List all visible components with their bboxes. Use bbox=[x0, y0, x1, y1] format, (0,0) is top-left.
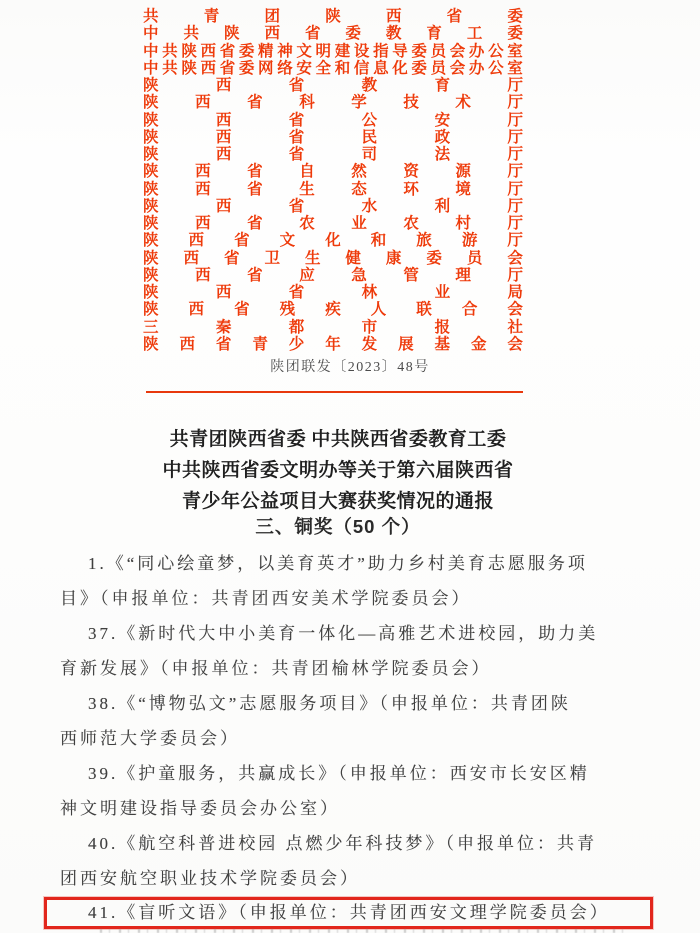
letterhead-char: 委 bbox=[426, 249, 442, 267]
letterhead-char: 残 bbox=[279, 301, 296, 319]
letterhead-char: 和 bbox=[334, 59, 351, 77]
letterhead-char: 公 bbox=[488, 59, 504, 77]
letterhead-char: 厅 bbox=[507, 197, 523, 215]
letterhead-org bbox=[143, 25, 523, 42]
letterhead-char: 化 bbox=[392, 59, 408, 77]
letterhead-org bbox=[143, 112, 523, 129]
letterhead-char: 陕 bbox=[143, 163, 159, 181]
letterhead-org bbox=[143, 60, 523, 77]
letterhead-char: 合 bbox=[461, 301, 478, 319]
letterhead-char: 陕 bbox=[143, 180, 159, 198]
letterhead-char: 息 bbox=[373, 59, 389, 77]
letterhead-org bbox=[143, 43, 523, 60]
letterhead-org bbox=[143, 129, 523, 146]
letterhead-char: 厅 bbox=[507, 215, 523, 232]
letterhead-char: 厅 bbox=[507, 111, 523, 129]
doc-title-line-3: 青少年公益项目大赛获奖情况的通报 bbox=[181, 491, 494, 512]
letterhead-char: 然 bbox=[351, 163, 367, 181]
letterhead-org bbox=[143, 284, 523, 301]
letterhead-char: 科 bbox=[299, 94, 315, 112]
letterhead-char: 西 bbox=[195, 163, 211, 181]
doc-title-line-2: 中共陕西省委文明办等关于第六届陕西省 bbox=[162, 460, 514, 481]
doc-title bbox=[0, 424, 676, 517]
letterhead-char: 旅 bbox=[416, 232, 432, 250]
letterhead-char: 金 bbox=[470, 335, 487, 353]
letterhead-char: 西 bbox=[385, 8, 402, 25]
letterhead-char: 文 bbox=[279, 232, 296, 250]
letterhead-char: 共 bbox=[162, 42, 178, 60]
letterhead-char: 中 bbox=[143, 59, 159, 77]
letterhead-char: 安 bbox=[296, 59, 312, 77]
award-item bbox=[60, 686, 607, 756]
letterhead-char: 生 bbox=[304, 249, 321, 267]
letterhead-org bbox=[143, 250, 523, 267]
letterhead-char: 技 bbox=[403, 94, 419, 112]
letterhead-char: 厅 bbox=[507, 232, 523, 250]
letterhead-char: 展 bbox=[398, 335, 414, 353]
letterhead-char: 神 bbox=[277, 42, 293, 60]
letterhead-char: 省 bbox=[288, 146, 305, 163]
letterhead-char: 化 bbox=[325, 232, 341, 250]
letterhead-char: 陕 bbox=[325, 8, 341, 25]
letterhead-char: 教 bbox=[385, 25, 402, 43]
letterhead-char: 省 bbox=[247, 215, 263, 232]
letterhead-char: 西 bbox=[215, 77, 232, 94]
letterhead-org bbox=[143, 319, 523, 336]
letterhead-char: 共 bbox=[183, 25, 199, 43]
letterhead-char: 省 bbox=[288, 77, 305, 94]
letterhead-org bbox=[143, 163, 523, 180]
letterhead-char: 学 bbox=[351, 94, 367, 112]
letterhead-char: 利 bbox=[434, 197, 451, 215]
letterhead-char: 西 bbox=[188, 301, 205, 319]
letterhead-char: 游 bbox=[461, 232, 478, 250]
letterhead-org bbox=[143, 215, 523, 232]
letterhead-char: 员 bbox=[430, 42, 447, 60]
letterhead-char: 西 bbox=[215, 284, 232, 301]
letterhead-char: 应 bbox=[299, 266, 315, 284]
award-item-line: 38.《“博物弘文”志愿服务项目》（申报单位：共青团陕 bbox=[88, 694, 571, 713]
section-heading-bronze-awards: 三、铜奖（50 个） bbox=[255, 516, 421, 537]
letterhead-char: 三 bbox=[143, 318, 159, 336]
letterhead-char: 西 bbox=[215, 128, 232, 146]
letterhead-char: 省 bbox=[234, 232, 250, 250]
letterhead-char: 导 bbox=[392, 42, 408, 60]
letterhead-char: 委 bbox=[411, 59, 427, 77]
letterhead-char: 局 bbox=[507, 284, 523, 301]
letterhead-char: 青 bbox=[252, 335, 268, 353]
letterhead-char: 资 bbox=[403, 163, 419, 181]
letterhead-char: 西 bbox=[195, 266, 211, 284]
letterhead-char: 委 bbox=[238, 42, 255, 60]
letterhead-char: 室 bbox=[507, 42, 523, 60]
letterhead-char: 厅 bbox=[507, 128, 523, 146]
letterhead-char: 陕 bbox=[143, 94, 159, 112]
letterhead-char: 西 bbox=[200, 59, 217, 77]
letterhead-char: 公 bbox=[361, 111, 378, 129]
letterhead-char: 省 bbox=[215, 335, 232, 353]
letterhead-char: 西 bbox=[195, 94, 211, 112]
letterhead-char: 员 bbox=[430, 59, 447, 77]
award-item-line: 1.《“同心绘童梦，以美育英才”助力乡村美育志愿服务项 bbox=[88, 554, 588, 573]
letterhead-char: 信 bbox=[353, 59, 370, 77]
letterhead-char: 陕 bbox=[143, 77, 159, 94]
letterhead-char: 共 bbox=[162, 59, 178, 77]
letterhead-char: 业 bbox=[434, 284, 451, 301]
letterhead-char: 陕 bbox=[143, 215, 159, 232]
letterhead-char: 西 bbox=[195, 180, 211, 198]
letterhead-char: 网 bbox=[258, 59, 274, 77]
letterhead-char: 态 bbox=[351, 180, 367, 198]
letterhead-org bbox=[143, 8, 523, 25]
award-item-line: 团西安航空职业技术学院委员会） bbox=[60, 869, 360, 888]
letterhead-char: 安 bbox=[434, 111, 451, 129]
doc-title-line-1: 共青团陕西省委 中共陕西省委教育工委 bbox=[169, 429, 507, 450]
letterhead-char: 省 bbox=[247, 94, 263, 112]
doc-number: 陕团联发〔2023〕48号 bbox=[270, 360, 430, 375]
letterhead-char: 办 bbox=[468, 59, 485, 77]
letterhead-char: 疾 bbox=[325, 301, 341, 319]
letterhead-char: 和 bbox=[370, 232, 387, 250]
award-item bbox=[60, 826, 607, 896]
letterhead-char: 都 bbox=[288, 318, 305, 336]
award-item-line: 神文明建设指导委员会办公室） bbox=[60, 799, 340, 818]
letterhead-char: 陕 bbox=[143, 232, 159, 250]
letterhead-char: 陕 bbox=[143, 111, 159, 129]
letterhead-char: 管 bbox=[403, 266, 419, 284]
letterhead-char: 会 bbox=[507, 249, 523, 267]
award-item-line: 39.《护童服务，共赢成长》（申报单位：西安市长安区精 bbox=[88, 764, 590, 783]
letterhead-char: 陕 bbox=[143, 335, 159, 353]
letterhead-char: 卫 bbox=[264, 249, 280, 267]
letterhead-char: 社 bbox=[507, 318, 523, 336]
letterhead-char: 省 bbox=[288, 197, 305, 215]
letterhead-char: 源 bbox=[455, 163, 471, 181]
letterhead-char: 工 bbox=[466, 25, 483, 43]
letterhead-char: 政 bbox=[434, 128, 451, 146]
letterhead-char: 秦 bbox=[215, 318, 232, 336]
letterhead-char: 农 bbox=[299, 215, 315, 232]
letterhead-org bbox=[143, 198, 523, 215]
award-item-line: 41.《盲听文语》（申报单位：共青团西安文理学院委员会） bbox=[88, 903, 610, 922]
letterhead-char: 陕 bbox=[223, 25, 240, 43]
letterhead-char: 陕 bbox=[143, 284, 159, 301]
letterhead-org bbox=[143, 301, 523, 318]
letterhead-char: 会 bbox=[507, 301, 523, 319]
letterhead-char: 委 bbox=[507, 25, 523, 43]
award-item-line: 育新发展》（申报单位：共青团榆林学院委员会） bbox=[60, 659, 492, 678]
award-item-highlighted bbox=[44, 897, 653, 929]
letterhead-char: 明 bbox=[315, 42, 332, 60]
letterhead-org bbox=[143, 146, 523, 163]
letterhead-org bbox=[143, 336, 523, 353]
letterhead-char: 农 bbox=[403, 215, 419, 232]
letterhead-org bbox=[143, 94, 523, 111]
letterhead-char: 设 bbox=[353, 42, 370, 60]
award-item-line: 37.《新时代大中小美育一体化—高雅艺术进校园，助力美 bbox=[88, 624, 599, 643]
letterhead-char: 省 bbox=[288, 284, 305, 301]
letterhead-char: 西 bbox=[215, 146, 232, 163]
letterhead-char: 省 bbox=[219, 42, 236, 60]
letterhead-char: 陕 bbox=[143, 146, 159, 163]
cutoff-next-line bbox=[100, 929, 630, 933]
letterhead-char: 法 bbox=[434, 146, 451, 163]
letterhead-char: 全 bbox=[315, 59, 332, 77]
letterhead-char: 急 bbox=[351, 266, 367, 284]
letterhead-char: 省 bbox=[247, 180, 263, 198]
letterhead-char: 健 bbox=[345, 249, 361, 267]
letterhead-char: 省 bbox=[446, 8, 463, 25]
award-item bbox=[60, 756, 607, 826]
letterhead-char: 理 bbox=[455, 266, 471, 284]
letterhead-char: 林 bbox=[361, 284, 378, 301]
letterhead-char: 委 bbox=[507, 8, 523, 25]
letterhead-char: 人 bbox=[370, 301, 387, 319]
letterhead-char: 西 bbox=[215, 111, 232, 129]
letterhead-char: 中 bbox=[143, 42, 159, 60]
letterhead-char: 办 bbox=[468, 42, 485, 60]
letterhead-char: 委 bbox=[238, 59, 255, 77]
letterhead-char: 省 bbox=[223, 249, 240, 267]
letterhead-char: 厅 bbox=[507, 163, 523, 181]
letterhead-char: 西 bbox=[200, 42, 217, 60]
letterhead-char: 陕 bbox=[143, 301, 159, 319]
letterhead-char: 厅 bbox=[507, 266, 523, 284]
letterhead-char: 省 bbox=[219, 59, 236, 77]
letterhead-char: 西 bbox=[183, 249, 199, 267]
letterhead-char: 团 bbox=[264, 8, 280, 25]
letterhead-char: 境 bbox=[455, 180, 471, 198]
letterhead-char: 公 bbox=[488, 42, 504, 60]
letterhead-org bbox=[143, 77, 523, 94]
letterhead-char: 西 bbox=[188, 232, 205, 250]
award-item bbox=[60, 616, 607, 686]
letterhead-char: 康 bbox=[385, 249, 402, 267]
letterhead-char: 省 bbox=[288, 111, 305, 129]
letterhead-char: 厅 bbox=[507, 146, 523, 163]
letterhead-char: 省 bbox=[247, 266, 263, 284]
letterhead-char: 联 bbox=[416, 301, 432, 319]
letterhead-char: 基 bbox=[434, 335, 451, 353]
letterhead-char: 室 bbox=[507, 59, 523, 77]
letterhead-char: 中 bbox=[143, 25, 159, 43]
award-item-line: 西师范大学委员会） bbox=[60, 729, 240, 748]
letterhead-char: 省 bbox=[304, 25, 321, 43]
letterhead-char: 民 bbox=[361, 128, 378, 146]
letterhead-divider-rule bbox=[146, 391, 523, 393]
letterhead-char: 司 bbox=[361, 146, 378, 163]
letterhead-char: 教 bbox=[361, 77, 378, 94]
letterhead-char: 陕 bbox=[143, 249, 159, 267]
letterhead-org bbox=[143, 267, 523, 284]
letterhead-char: 员 bbox=[466, 249, 483, 267]
letterhead-char: 文 bbox=[296, 42, 312, 60]
letterhead-char: 少 bbox=[288, 335, 305, 353]
award-item-line: 40.《航空科普进校园 点燃少年科技梦》（申报单位：共青 bbox=[88, 834, 597, 853]
letterhead-char: 村 bbox=[455, 215, 471, 232]
letterhead-char: 环 bbox=[403, 180, 419, 198]
letterhead-char: 共 bbox=[143, 8, 159, 25]
letterhead-char: 指 bbox=[373, 42, 389, 60]
letterhead-char: 年 bbox=[325, 335, 341, 353]
letterhead-char: 青 bbox=[203, 8, 220, 25]
letterhead-char: 陕 bbox=[143, 197, 159, 215]
letterhead-char: 市 bbox=[361, 318, 378, 336]
letterhead-char: 西 bbox=[179, 335, 195, 353]
letterhead-char: 精 bbox=[258, 42, 274, 60]
letterhead-char: 委 bbox=[345, 25, 361, 43]
letterhead-char: 陕 bbox=[143, 266, 159, 284]
letterhead-char: 西 bbox=[264, 25, 280, 43]
letterhead-char: 委 bbox=[411, 42, 427, 60]
letterhead-char: 自 bbox=[299, 163, 315, 181]
letterhead-char: 陕 bbox=[143, 128, 159, 146]
letterhead-char: 水 bbox=[361, 197, 378, 215]
letterhead-char: 术 bbox=[455, 94, 471, 112]
letterhead-char: 建 bbox=[334, 42, 351, 60]
award-list bbox=[60, 546, 610, 929]
letterhead-char: 陕 bbox=[181, 59, 197, 77]
letterhead-char: 会 bbox=[507, 335, 523, 353]
letterhead-char: 西 bbox=[195, 215, 211, 232]
letterhead-char: 报 bbox=[434, 318, 451, 336]
letterhead-char: 省 bbox=[288, 128, 305, 146]
letterhead-char: 络 bbox=[277, 59, 293, 77]
letterhead-char: 发 bbox=[361, 335, 378, 353]
letterhead-char: 厅 bbox=[507, 94, 523, 112]
award-item-line: 目》（申报单位：共青团西安美术学院委员会） bbox=[60, 589, 472, 608]
letterhead-char: 厅 bbox=[507, 180, 523, 198]
letterhead-char: 陕 bbox=[181, 42, 197, 60]
letterhead-org bbox=[143, 232, 523, 249]
letterhead-char: 生 bbox=[299, 180, 315, 198]
letterhead-char: 会 bbox=[449, 42, 466, 60]
letterhead-char: 业 bbox=[351, 215, 367, 232]
letterhead-org bbox=[143, 181, 523, 198]
letterhead-char: 省 bbox=[234, 301, 250, 319]
letterhead-char: 会 bbox=[449, 59, 466, 77]
letterhead-joint-orgs bbox=[143, 8, 523, 353]
letterhead-char: 西 bbox=[215, 197, 232, 215]
letterhead-char: 厅 bbox=[507, 77, 523, 94]
letterhead-char: 省 bbox=[247, 163, 263, 181]
letterhead-char: 育 bbox=[434, 77, 451, 94]
award-item bbox=[60, 546, 607, 616]
letterhead-char: 育 bbox=[426, 25, 442, 43]
